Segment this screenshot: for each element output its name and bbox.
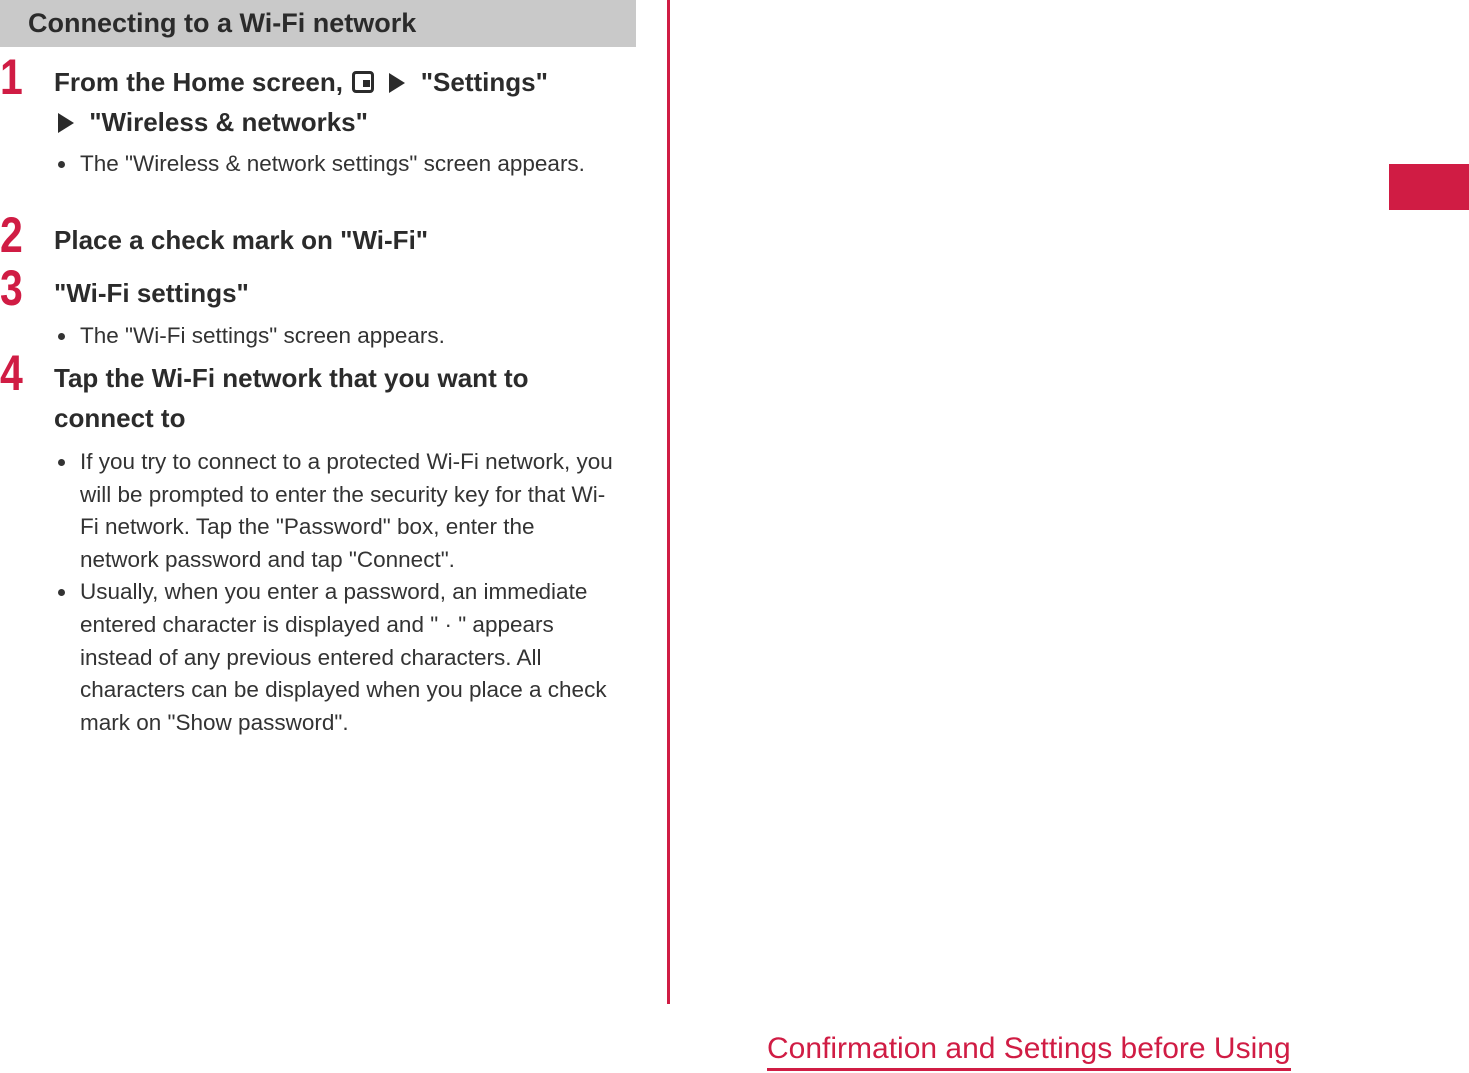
step-number: 1 xyxy=(0,49,23,105)
step-number: 2 xyxy=(0,207,23,263)
step-title-text: "Wireless & networks" xyxy=(89,107,368,137)
step-title: "Wi-Fi settings" xyxy=(54,278,249,308)
bullet-item: Usually, when you enter a password, an immediate entered character is displayed and " · " appears instead of any previous entered characters. All characters can be displayed when you place a check mark on "Show password". xyxy=(56,576,616,739)
chapter-index-tab[interactable] xyxy=(1389,164,1469,210)
chapter-footer-link[interactable]: Confirmation and Settings before Using xyxy=(767,1030,1291,1071)
step-number: 3 xyxy=(0,260,23,316)
right-arrow-icon xyxy=(389,73,405,93)
menu-key-icon xyxy=(352,71,374,93)
step-title-text: "Settings" xyxy=(420,67,548,97)
bullet-item: The "Wireless & network settings" screen appears. xyxy=(56,148,616,181)
step-title-text: From the Home screen, xyxy=(54,67,343,97)
step-title: Place a check mark on "Wi-Fi" xyxy=(54,225,429,255)
right-arrow-icon xyxy=(58,113,74,133)
column-divider xyxy=(667,0,670,1004)
step-title: Tap the Wi-Fi network that you want to connect to xyxy=(54,363,529,433)
bullet-list xyxy=(56,320,616,353)
bullet-list xyxy=(56,148,616,181)
bullet-item: If you try to connect to a protected Wi-Fi network, you will be prompted to enter the security key for that Wi-Fi network. Tap the "Password" box, enter the network password and tap "Connect". xyxy=(56,446,616,576)
section-title: Connecting to a Wi-Fi network xyxy=(0,0,636,47)
bullet-list xyxy=(56,446,616,739)
step-title xyxy=(54,62,634,142)
step-number: 4 xyxy=(0,345,23,401)
bullet-item: The "Wi-Fi settings" screen appears. xyxy=(56,320,616,353)
